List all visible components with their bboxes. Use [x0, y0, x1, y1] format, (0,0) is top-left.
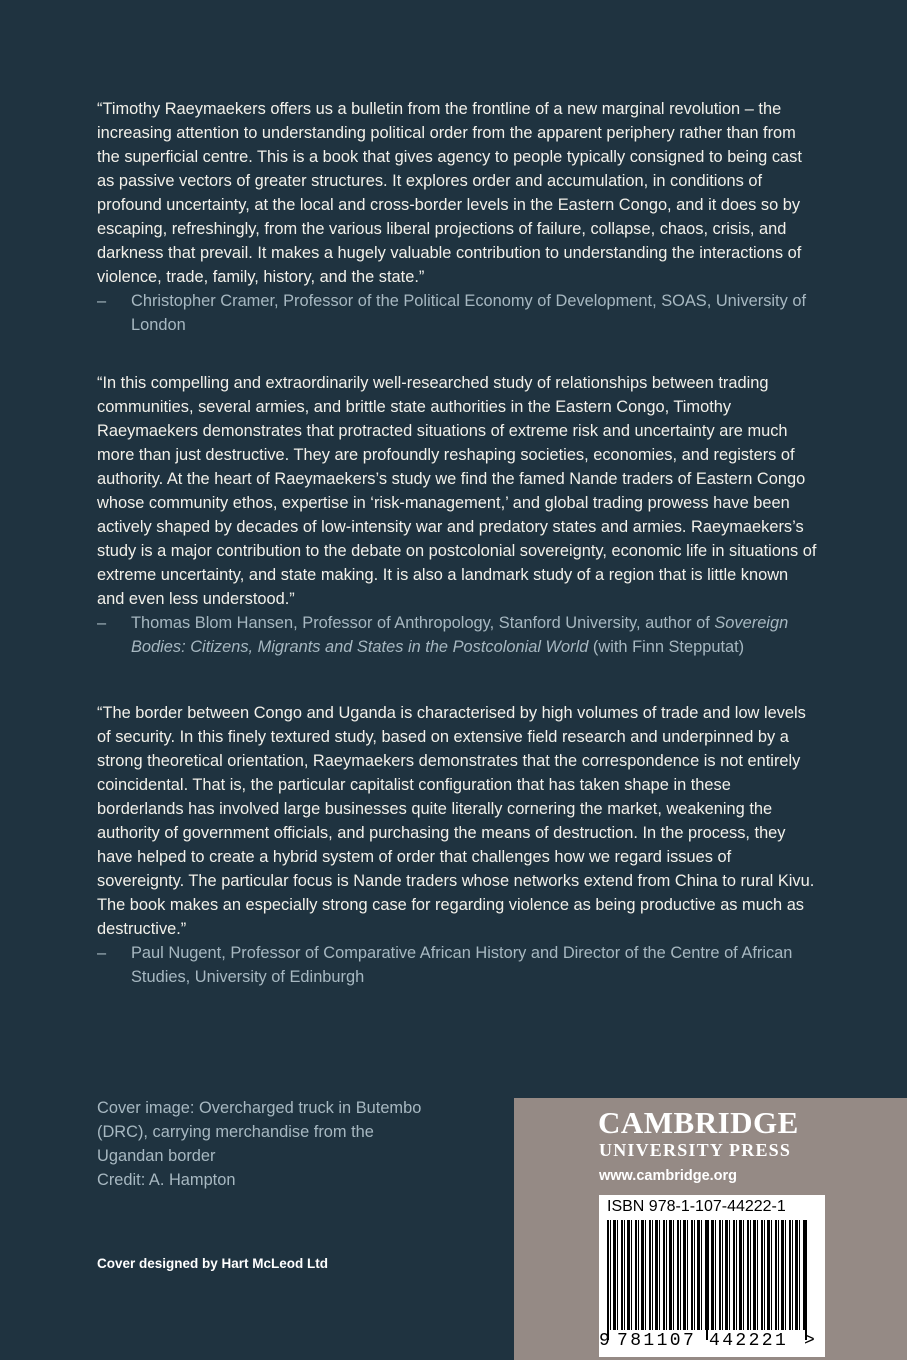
publisher-url: www.cambridge.org [599, 1168, 738, 1184]
publisher-block [514, 1098, 907, 1360]
ean-arrow: > [804, 1331, 818, 1351]
attribution-text: Thomas Blom Hansen, Professor of Anthropology, Stanford University, author of [131, 614, 710, 632]
isbn-barcode [599, 1195, 825, 1357]
ean-first-digit: 9 [599, 1331, 613, 1351]
barcode-guard-left [607, 1220, 609, 1340]
attribution-text: Christopher Cramer, Professor of the Political Economy of Development, SOAS, University of London [131, 292, 807, 334]
credit-line: (DRC), carrying merchandise from the [97, 1123, 374, 1141]
attribution-text: Paul Nugent, Professor of Comparative African History and Director of the Centre of African Studies, University of Edinburgh [131, 944, 793, 986]
barcode-guard-right [805, 1220, 807, 1340]
attribution-text-post: (with Finn Stepputat) [592, 638, 745, 656]
review-attribution [97, 611, 817, 659]
review-1 [97, 97, 817, 337]
attribution-dash: – [97, 614, 107, 632]
publisher-logo-subtitle: UNIVERSITY PRESS [599, 1140, 792, 1160]
review-2 [97, 371, 817, 659]
credit-line: Cover image: Overcharged truck in Butembo [97, 1099, 422, 1117]
attribution-dash: – [97, 292, 107, 310]
review-3 [97, 701, 817, 989]
review-quote: “Timothy Raeymaekers offers us a bulletin from the frontline of a new marginal revolution – the increasing attention to understanding political order from the apparent periphery rather than from the superficial centre. This is a book that gives agency to people typically consigned to being cast as passive vectors of greater structures. It explores order and accumulation, in conditions of profound uncertainty, at the local and cross-border levels in the Eastern Congo, and it does so by escaping, refreshingly, from the various liberal projections of failure, collapse, chaos, crisis, and darkness that prevail. It makes a hugely valuable contribution to understanding the interactions of violence, trade, family, history, and the state.” [97, 100, 802, 286]
publisher-logo-name: CAMBRIDGE [598, 1105, 799, 1140]
credit-line: Credit: A. Hampton [97, 1171, 236, 1189]
cover-image-credit [97, 1096, 457, 1192]
reviews-section [97, 97, 817, 1023]
credit-line: Ugandan border [97, 1147, 216, 1165]
cover-designer: Cover designed by Hart McLeod Ltd [97, 1256, 329, 1271]
review-attribution [97, 289, 817, 337]
barcode-guard-center [706, 1220, 708, 1340]
review-quote: “In this compelling and extraordinarily well-researched study of relationships between trading communities, several armies, and brittle state authorities in the Eastern Congo, Timothy Raeymaekers demonstrates that protracted situations of extreme risk and uncertainty are much more than just destructive. They are profoundly reshaping societies, economies, and registers of authority. At the heart of Raeymaekers’s study we find the famed Nande traders of Eastern Congo whose community ethos, expertise in ‘risk-management,’ and global trading prowess have been actively shaped by decades of low-intensity war and predatory states and armies. Raeymaekers’s study is a major contribution to the debate on postcolonial sovereignty, economic life in situations of extreme uncertainty, and state making. It is also a landmark study of a region that is little known and even less understood.” [97, 374, 817, 608]
review-quote: “The border between Congo and Uganda is characterised by high volumes of trade and low levels of security. In this finely textured study, based on extensive field research and underpinned by a strong theoretical orientation, Raeymaekers demonstrates that the correspondence is not entirely coincidental. That is, the particular capitalist configuration that has taken shape in these borderlands has involved large businesses quite literally cornering the market, weakening the authority of government officials, and purchasing the means of destruction. In the process, they have helped to create a hybrid system of order that challenges how we regard issues of sovereignty. The particular focus is Nande traders whose networks extend from China to rural Kivu. The book makes an especially strong case for regarding violence as being productive as much as destructive.” [97, 704, 815, 938]
ean-group-right: 442221 [709, 1331, 789, 1351]
attribution-book-title: Sovereign Bodies: Citizens, Migrants and States in the Postcolonial World [131, 614, 789, 656]
review-attribution [97, 941, 817, 989]
attribution-dash: – [97, 944, 107, 962]
isbn-text: ISBN 978-1-107-44222-1 [607, 1198, 786, 1215]
ean-group-left: 781107 [617, 1331, 697, 1351]
